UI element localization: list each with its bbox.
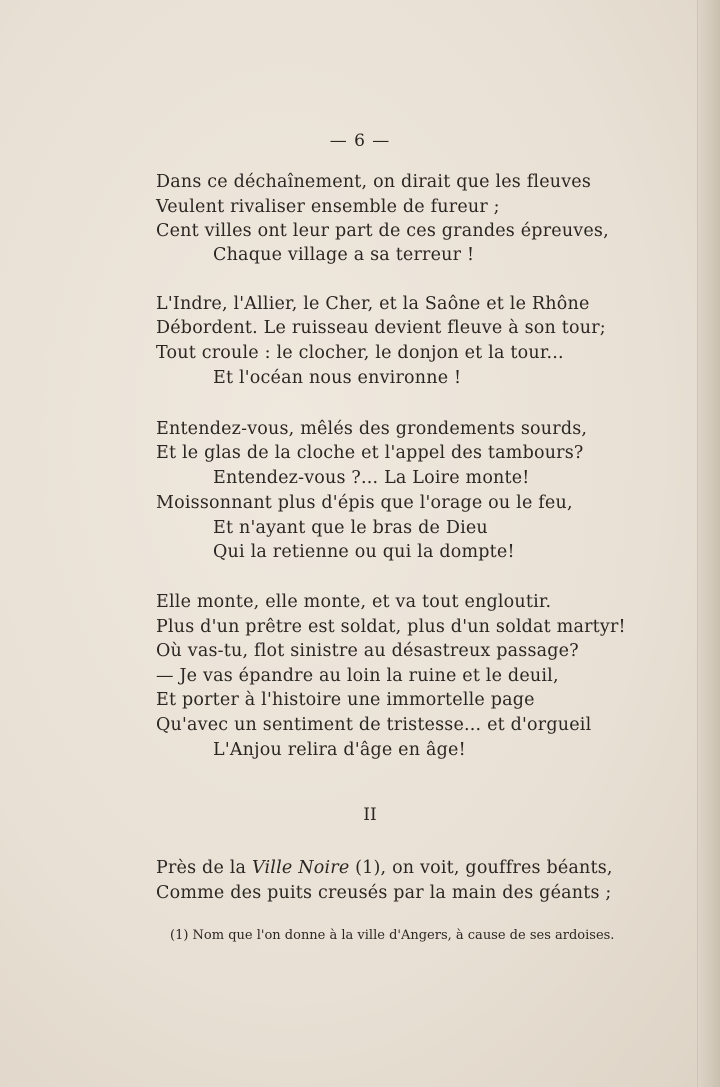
poem-line-end: (1), on voit, gouffres béants,	[349, 858, 613, 878]
poem-line	[156, 858, 613, 878]
poem-line: Cent villes ont leur part de ces grandes épreuves,	[156, 221, 609, 241]
poem-line-start: Près de la	[156, 858, 252, 878]
poem-line: Débordent. Le ruisseau devient fleuve à son tour;	[156, 318, 606, 338]
poem-line: Où vas-tu, flot sinistre au désastreux passage?	[156, 641, 579, 661]
poem-line: Moissonnant plus d'épis que l'orage ou le feu,	[156, 493, 573, 513]
page-number: — 6 —	[329, 131, 391, 151]
poem-line: Qui la retienne ou qui la dompte!	[213, 542, 515, 562]
section-number: II	[363, 805, 377, 825]
page-edge	[697, 0, 720, 1087]
poem-line: Entendez-vous, mêlés des grondements sourds,	[156, 419, 588, 439]
poem-line: L'Anjou relira d'âge en âge!	[213, 740, 466, 760]
poem-line: Et porter à l'histoire une immortelle page	[156, 690, 535, 710]
poem-line: Et l'océan nous environne !	[213, 368, 462, 388]
poem-line: Plus d'un prêtre est soldat, plus d'un soldat martyr!	[156, 617, 626, 637]
poem-line: Et le glas de la cloche et l'appel des tambours?	[156, 443, 584, 463]
poem-line: Qu'avec un sentiment de tristesse... et d'orgueil	[156, 715, 592, 735]
poem-line: Tout croule : le clocher, le donjon et la tour...	[156, 343, 564, 363]
poem-line: Dans ce déchaînement, on dirait que les fleuves	[156, 172, 592, 192]
poem-line: Entendez-vous ?... La Loire monte!	[213, 468, 530, 488]
place-name-italic: Ville Noire	[251, 858, 350, 878]
poem-line: Chaque village a sa terreur !	[213, 245, 475, 265]
footnote: (1) Nom que l'on donne à la ville d'Angers, à cause de ses ardoises.	[170, 928, 615, 943]
poem-line: L'Indre, l'Allier, le Cher, et la Saône et le Rhône	[156, 294, 590, 314]
poem-line: Comme des puits creusés par la main des géants ;	[156, 883, 612, 903]
poem-line: — Je vas épandre au loin la ruine et le deuil,	[156, 666, 559, 686]
poem-line: Veulent rivaliser ensemble de fureur ;	[156, 197, 500, 217]
poem-line: Et n'ayant que le bras de Dieu	[213, 518, 488, 538]
poem-line: Elle monte, elle monte, et va tout engloutir.	[156, 592, 552, 612]
